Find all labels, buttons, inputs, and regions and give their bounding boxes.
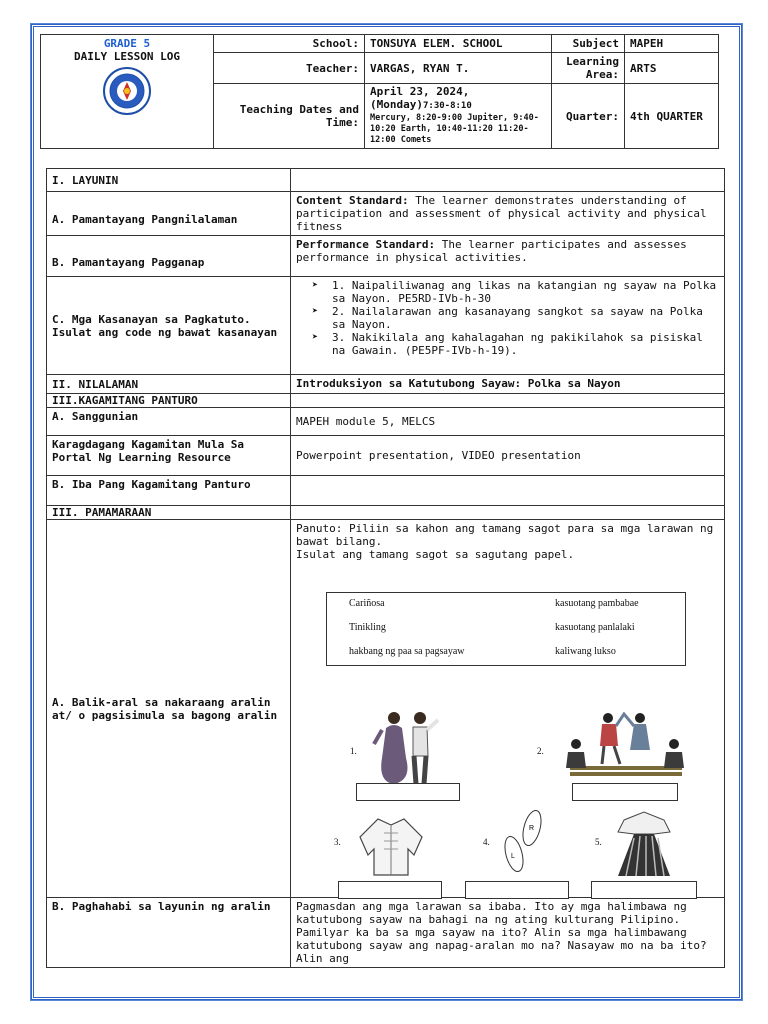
balik-instructions-2: Isulat ang tamang sagot sa sagutang papel. [296,548,575,561]
answer-box-1[interactable] [356,783,460,801]
iba-pang-value [291,476,725,506]
kagamitan-heading: III.KAGAMITANG PANTURO [47,394,291,408]
item-number: 4. [483,837,490,847]
header-table [40,34,719,149]
paghahabi-text: Pagmasdan ang mga larawan sa ibaba. Ito ay mga halimbawa ng katutubong sayaw na bahagi na ng ating kulturang Pilipino. Pamilyar ka ba sa mga sayaw na ito? Alin sa mga halimbawang katutubong sayaw ang napag-aralan mo na? Nasayaw mo na ba ito? Alin ang [291,898,725,968]
item-number: 5. [595,837,602,847]
subject-label: Subject [552,35,625,53]
iba-pang-label: B. Iba Pang Kagamitang Panturo [47,476,291,506]
nilalaman-value: Introduksiyon sa Katutubong Sayaw: Polka sa Nayon [291,375,725,394]
item-number: 3. [334,837,341,847]
list-item: ➤ 2. Nailalarawan ang kasanayang sangkot sa sayaw na Polka sa Nayon. [318,305,719,331]
dates-main: April 23, 2024, (Monday) [370,85,470,111]
choice-item: Tinikling [349,622,386,633]
performance-standard [291,236,725,277]
teacher-label: Teacher: [214,53,365,84]
deped-seal-logo [102,66,152,116]
log-title: DAILY LESSON LOG [74,50,180,63]
teacher-value: VARGAS, RYAN T. [365,53,552,84]
choice-item: kasuotang panlalaki [555,622,635,633]
content-standard-label: Content Standard: [296,194,409,207]
dates-schedule: Mercury, 8:20-9:00 Jupiter, 9:40-10:20 Earth, 10:40-11:20 11:20-12:00 Comets [370,113,539,145]
kasanayan-list [296,279,719,357]
layunin-heading: I. LAYUNIN [47,169,291,192]
school-label: School: [214,35,365,53]
kasanayan-label: C. Mga Kasanayan sa Pagkatuto. Isulat ang code ng bawat kasanayan [47,277,291,375]
dates-value [365,84,552,149]
balik-instructions: Panuto: Piliin sa kahon ang tamang sagot para sa mga larawan ng bawat bilang. [296,522,714,548]
svg-text:L: L [511,853,515,860]
pamamaraan-heading: III. PAMAMARAAN [47,506,291,520]
barong-shirt-image [356,815,426,877]
grade-label: GRADE 5 [103,37,151,50]
list-item: ➤ 1. Naipaliliwanag ang likas na katangian ng sayaw na Polka sa Nayon. PE5RD-IVb-h-30 [318,279,719,305]
pamantayang-pangnilalaman-label: A. Pamantayang Pangnilalaman [47,192,291,236]
dancing-couple-image [372,708,442,788]
choice-item: kasuotang pambabae [555,598,639,609]
pamantayang-pagganap-label: B. Pamantayang Pagganap [47,236,291,277]
choice-item: hakbang ng paa sa pagsayaw [349,646,465,657]
dates-label: Teaching Dates and Time: [214,84,365,149]
answer-box-4[interactable] [465,881,569,899]
sanggunian-label: A. Sanggunian [47,408,291,436]
content-standard [291,192,725,236]
filipiniana-dress-image [614,810,674,880]
subject-value: MAPEH [625,35,719,53]
learning-area-value: ARTS [625,53,719,84]
answer-box-2[interactable] [572,783,678,801]
karagdagang-label: Karagdagang Kagamitan Mula Sa Portal Ng Learning Resource [47,436,291,476]
kasanayan-list-cell [291,277,725,375]
performance-standard-text: The learner participates and assesses performance in physical activities. [296,238,687,264]
layunin-value [291,169,725,192]
learning-area-label: Learning Area: [552,53,625,84]
footprints-image [500,808,550,878]
tinikling-dancers-image [560,712,690,778]
sanggunian-value: MAPEH module 5, MELCS [291,408,725,436]
choice-item: kaliwang lukso [555,646,616,657]
paghahabi-label: B. Paghahabi sa layunin ng aralin [47,898,291,968]
answer-box-3[interactable] [338,881,442,899]
kagamitan-value [291,394,725,408]
quarter-label: Quarter: [552,84,625,149]
choice-item: Cariñosa [349,598,385,609]
school-value: TONSUYA ELEM. SCHOOL [365,35,552,53]
logo-cell [41,35,214,149]
balik-aral-label: A. Balik-aral sa nakaraang aralin at/ o pagsisimula sa bagong aralin [47,520,291,898]
performance-standard-label: Performance Standard: [296,238,436,251]
list-item: ➤ 3. Nakikilala ang kahalagahan ng pakikilahok sa pisiskal na Gawain. (PE5PF-IVb-h-19). [318,331,719,357]
pamamaraan-value [291,506,725,520]
dates-time: 7:30-8:10 [422,101,472,111]
nilalaman-heading: II. NILALAMAN [47,375,291,394]
choices-box [326,592,686,666]
karagdagang-value: Powerpoint presentation, VIDEO presentation [291,436,725,476]
svg-text:R: R [529,825,535,832]
item-number: 1. [350,746,357,756]
content-standard-text: The learner demonstrates understanding of participation and assessment of physical activity and physical fitness [296,194,707,233]
item-number: 2. [537,746,544,756]
quarter-value: 4th QUARTER [625,84,719,149]
answer-box-5[interactable] [591,881,697,899]
